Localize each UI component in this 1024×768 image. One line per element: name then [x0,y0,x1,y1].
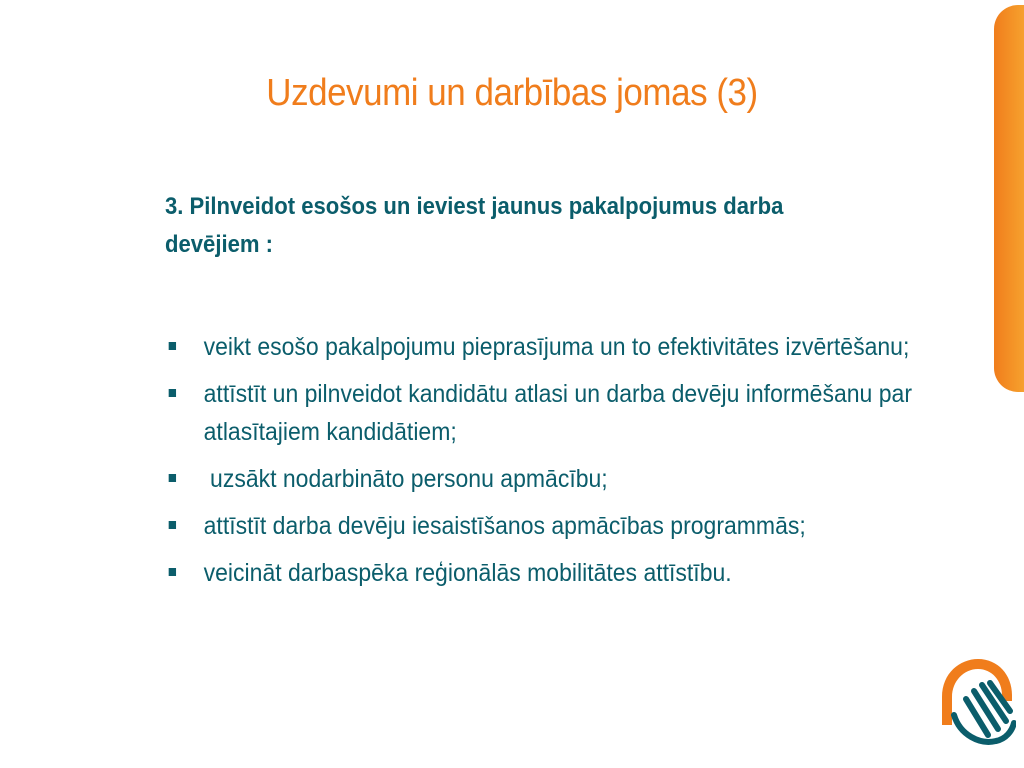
bullet-item [165,554,929,592]
square-bullet-icon [169,389,176,397]
hand-logo-icon [936,655,1016,747]
bullet-text: uzsākt nodarbināto personu apmācību; [203,465,608,493]
bullet-list [165,328,995,601]
bullet-text: attīstīt darba devēju iesaistīšanos apmācības programmās; [203,512,806,540]
bullet-item [165,460,929,498]
bullet-text: veikt esošo pakalpojumu pieprasījuma un to efektivitātes izvērtēšanu; [203,333,910,361]
slide-title: Uzdevumi un darbības jomas (3) [266,72,758,114]
bullet-text: veicināt darbaspēka reģionālās mobilitātes attīstību. [203,559,732,587]
bullet-text: attīstīt un pilnveidot kandidātu atlasi un darba devēju informēšanu par atlasītajiem kandidātiem; [203,380,912,446]
slide-subtitle: 3. Pilnveidot esošos un ieviest jaunus pakalpojumus darba devējiem : [165,193,784,258]
square-bullet-icon [169,568,176,576]
square-bullet-icon [169,342,176,350]
bullet-item [165,328,929,366]
bullet-item [165,375,929,451]
square-bullet-icon [169,521,176,529]
square-bullet-icon [169,474,176,482]
orange-side-accent-bar [994,5,1024,392]
bullet-item [165,507,929,545]
